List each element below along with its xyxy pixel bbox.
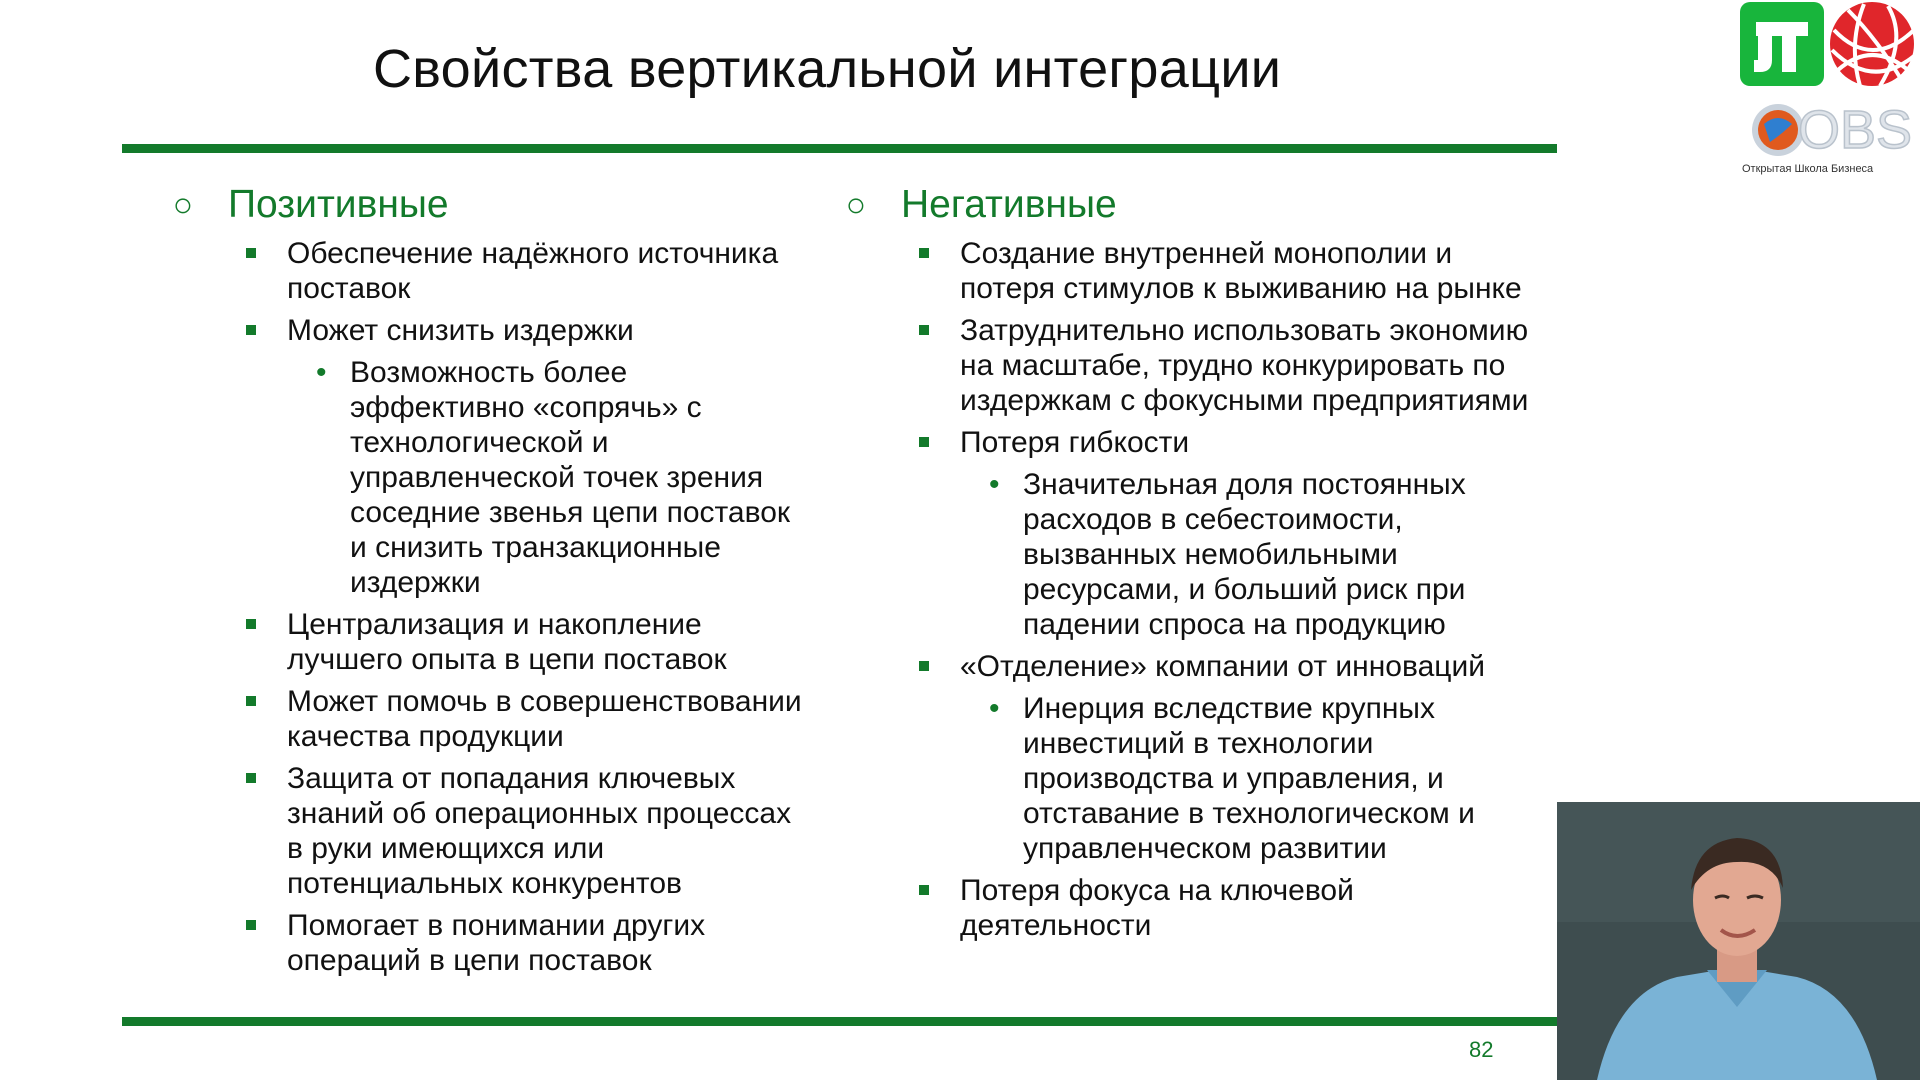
list-item — [170, 761, 810, 901]
square-bullet-icon — [919, 885, 929, 895]
presenter-video — [1557, 802, 1920, 1080]
title-divider — [122, 144, 1557, 153]
logo-globe-grid-icon — [1830, 2, 1914, 86]
square-bullet-icon — [246, 696, 256, 706]
negative-heading — [843, 180, 1543, 230]
list-item-text: Создание внутренней монополии и потеря стимулов к выживанию на рынке — [960, 237, 1522, 305]
sub-list-item — [843, 467, 1543, 642]
list-item — [843, 236, 1543, 306]
list-item-text: Потеря гибкости — [960, 426, 1190, 459]
logo-brand-text: OBS — [1798, 100, 1913, 160]
list-item-text: Может снизить издержки — [287, 314, 634, 347]
square-bullet-icon — [919, 248, 929, 258]
list-item — [843, 649, 1543, 684]
square-bullet-icon — [919, 661, 929, 671]
sub-list-item-text: Возможность более эффективно «сопрячь» с технологической и управленческой точек зрения соседние звенья цепи поставок и снизить транзакционные издержки — [350, 356, 791, 599]
square-bullet-icon — [919, 437, 929, 447]
list-item — [170, 684, 810, 754]
sub-list-item — [170, 355, 810, 600]
list-item-text: Централизация и накопление лучшего опыта в цепи поставок — [287, 608, 727, 676]
positive-heading — [170, 180, 810, 230]
sub-list-item — [843, 691, 1543, 866]
footer-divider — [122, 1017, 1557, 1026]
square-bullet-icon — [246, 619, 256, 629]
negative-heading-label: Негативные — [901, 183, 1117, 226]
list-item-text: Защита от попадания ключевых знаний об операционных процессах в руки имеющихся или потенциальных конкурентов — [287, 762, 792, 900]
dot-bullet-icon: • — [989, 692, 1000, 725]
list-item — [843, 425, 1543, 460]
square-bullet-icon — [246, 920, 256, 930]
list-item-text: Обеспечение надёжного источника поставок — [287, 237, 779, 305]
list-item — [843, 313, 1543, 418]
square-bullet-icon — [246, 248, 256, 258]
list-item — [170, 607, 810, 677]
circle-bullet-icon: ○ — [172, 186, 194, 224]
list-item — [843, 873, 1543, 943]
square-bullet-icon — [246, 773, 256, 783]
list-item-text: Потеря фокуса на ключевой деятельности — [960, 874, 1354, 942]
dot-bullet-icon: • — [989, 468, 1000, 501]
obs-logo — [1738, 0, 1920, 180]
presenter-image — [1557, 802, 1920, 1080]
list-item — [170, 908, 810, 978]
list-item-text: «Отделение» компании от инноваций — [960, 650, 1485, 683]
sub-list-item-text: Инерция вследствие крупных инвестиций в технологии производства и управления, и отставание в технологическом и управленческом развитии — [1023, 692, 1475, 865]
negative-column — [843, 180, 1543, 950]
list-item — [170, 313, 810, 348]
logo-tagline: Открытая Школа Бизнеса — [1742, 163, 1874, 175]
slide-title: Свойства вертикальной интеграции — [373, 39, 1282, 99]
positive-heading-label: Позитивные — [228, 183, 449, 226]
page-number: 82 — [1469, 1037, 1494, 1062]
positive-column — [170, 180, 810, 985]
list-item-text: Может помочь в совершенствовании качества продукции — [287, 685, 802, 753]
square-bullet-icon — [919, 325, 929, 335]
sub-list-item-text: Значительная доля постоянных расходов в себестоимости, вызванных немобильными ресурсами, и больший риск при падении спроса на продукцию — [1023, 468, 1466, 641]
dot-bullet-icon: • — [316, 356, 327, 389]
list-item-text: Помогает в понимании других операций в цепи поставок — [287, 909, 706, 977]
list-item-text: Затруднительно использовать экономию на масштабе, трудно конкурировать по издержкам с фокусными предприятиями — [960, 314, 1529, 417]
list-item — [170, 236, 810, 306]
circle-bullet-icon: ○ — [845, 186, 867, 224]
square-bullet-icon — [246, 325, 256, 335]
